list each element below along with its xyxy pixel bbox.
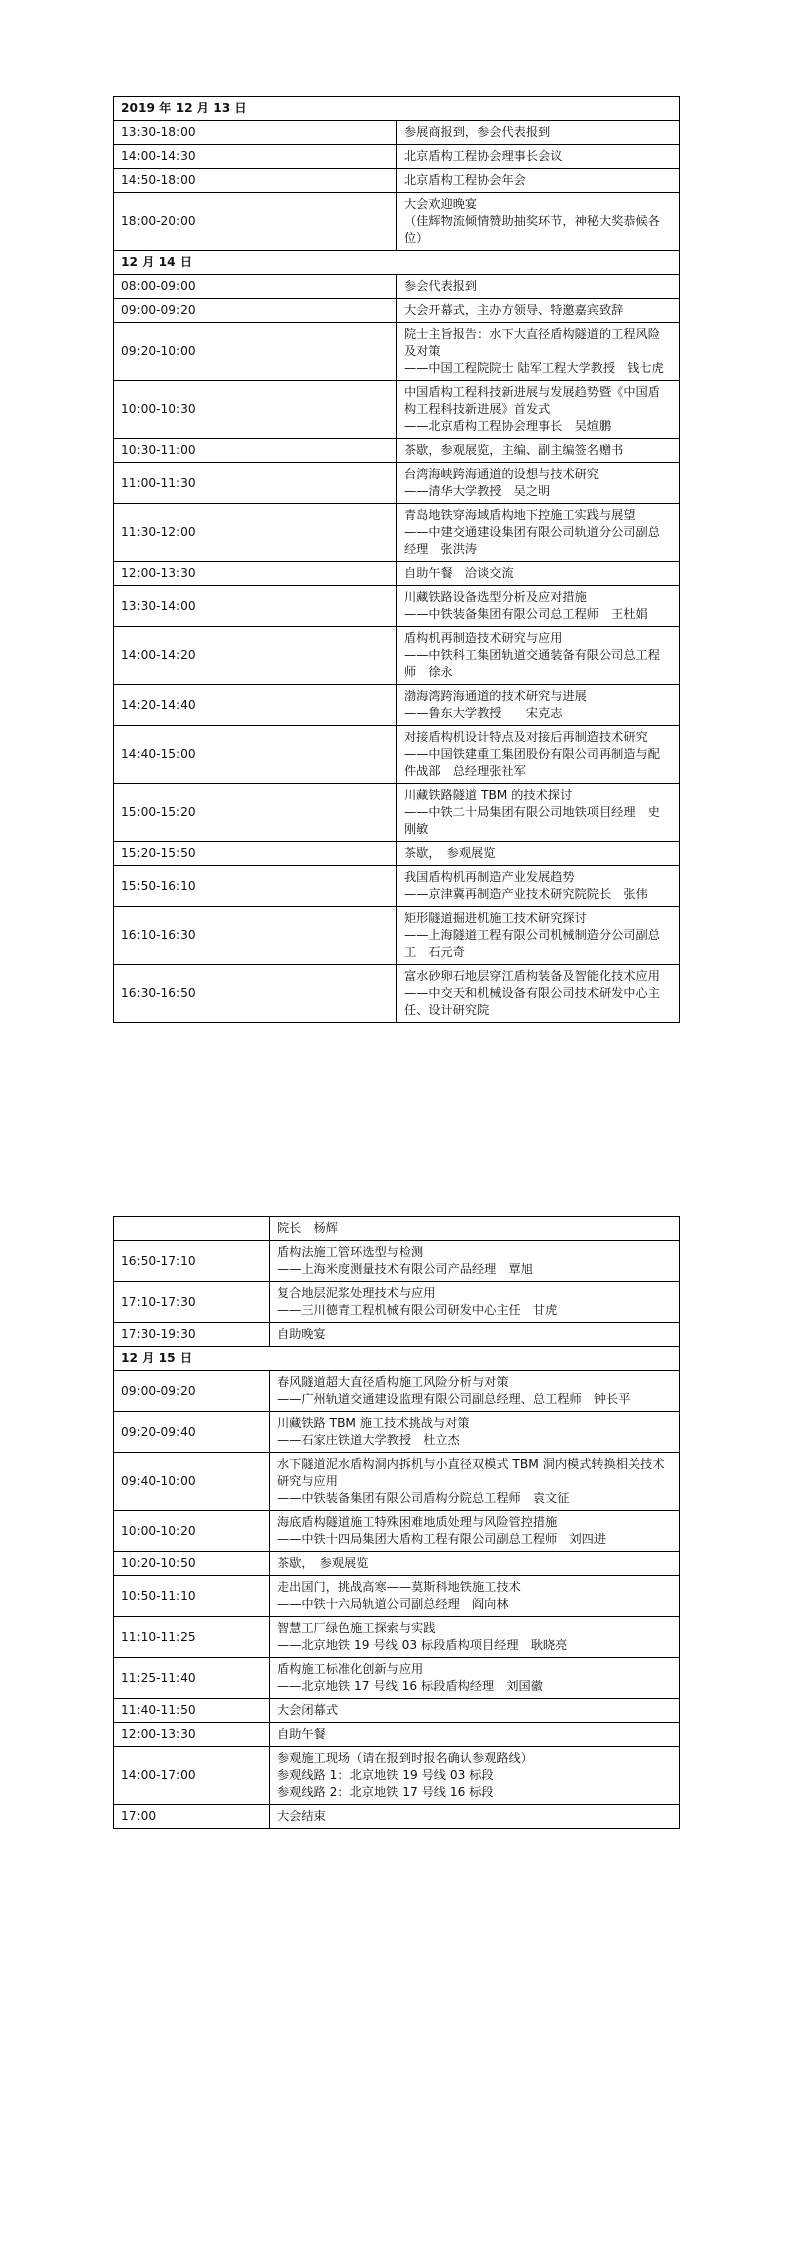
event-detail: ——北京盾构工程协会理事长 吴煊鹏 [404, 419, 612, 433]
event-title: 大会结束 [277, 1809, 326, 1823]
event-title: 盾构机再制造技术研究与应用 [404, 631, 563, 645]
schedule-row [114, 1511, 680, 1552]
time-cell: 13:30-14:00 [114, 586, 397, 627]
event-cell [270, 1576, 680, 1617]
schedule-row [114, 726, 680, 784]
schedule-row [114, 965, 680, 1023]
schedule-row [114, 463, 680, 504]
event-title: 川藏铁路 TBM 施工技术挑战与对策 [277, 1416, 470, 1430]
schedule-row [114, 627, 680, 685]
event-cell [397, 965, 680, 1023]
event-cell [270, 1511, 680, 1552]
event-detail: ——鲁东大学教授 宋克志 [404, 706, 563, 720]
time-cell: 09:20-10:00 [114, 323, 397, 381]
event-detail: ——中铁科工集团轨道交通装备有限公司总工程师 徐永 [404, 648, 660, 679]
event-title: 水下隧道泥水盾构洞内拆机与小直径双模式 TBM 洞内模式转换相关技术研究与应用 [277, 1457, 665, 1488]
schedule-row [114, 1217, 680, 1241]
event-cell [397, 145, 680, 169]
event-cell [270, 1617, 680, 1658]
time-cell: 17:00 [114, 1805, 270, 1829]
event-cell [270, 1217, 680, 1241]
schedule-row [114, 169, 680, 193]
event-detail: ——石家庄铁道大学教授 杜立杰 [277, 1433, 460, 1447]
event-cell [397, 562, 680, 586]
schedule-row [114, 1412, 680, 1453]
event-cell [270, 1552, 680, 1576]
event-title: 对接盾构机设计特点及对接后再制造技术研究 [404, 730, 648, 744]
schedule-row [114, 1747, 680, 1805]
time-cell: 09:40-10:00 [114, 1453, 270, 1511]
event-title: 北京盾构工程协会年会 [404, 173, 526, 187]
event-cell [270, 1282, 680, 1323]
event-title: 川藏铁路设备选型分析及应对措施 [404, 590, 587, 604]
time-cell: 12:00-13:30 [114, 562, 397, 586]
schedule-row [114, 1453, 680, 1511]
event-detail: 参观线路 1：北京地铁 19 号线 03 标段 [277, 1768, 494, 1782]
event-cell [270, 1453, 680, 1511]
schedule-row [114, 145, 680, 169]
day-header: 12 月 15 日 [114, 1347, 680, 1371]
event-title: 北京盾构工程协会理事长会议 [404, 149, 563, 163]
schedule-row [114, 323, 680, 381]
time-cell: 09:00-09:20 [114, 299, 397, 323]
event-detail: ——京津冀再制造产业技术研究院院长 张伟 [404, 887, 648, 901]
event-title: 我国盾构机再制造产业发展趋势 [404, 870, 575, 884]
event-detail: ——中铁十四局集团大盾构工程有限公司副总工程师 刘四进 [277, 1532, 607, 1546]
schedule-row [114, 1805, 680, 1829]
schedule-row [114, 784, 680, 842]
event-cell [397, 439, 680, 463]
day-header: 12 月 14 日 [114, 251, 680, 275]
event-detail: ——中国工程院院士 陆军工程大学教授 钱七虎 [404, 361, 664, 375]
event-title: 智慧工厂绿色施工探索与实践 [277, 1621, 436, 1635]
schedule-row [114, 504, 680, 562]
event-title: 茶歇，参观展览，主编、副主编签名赠书 [404, 443, 624, 457]
event-title: 盾构施工标准化创新与应用 [277, 1662, 424, 1676]
time-cell: 14:00-14:30 [114, 145, 397, 169]
event-detail: ——中国铁建重工集团股份有限公司再制造与配件战部 总经理张社军 [404, 747, 660, 778]
event-cell [397, 627, 680, 685]
schedule-row [114, 121, 680, 145]
schedule-row [114, 1723, 680, 1747]
time-cell: 15:50-16:10 [114, 866, 397, 907]
time-cell: 09:20-09:40 [114, 1412, 270, 1453]
event-title: 参展商报到，参会代表报到 [404, 125, 551, 139]
event-cell [397, 586, 680, 627]
time-cell: 16:30-16:50 [114, 965, 397, 1023]
time-cell [114, 1217, 270, 1241]
schedule-row [114, 439, 680, 463]
event-detail: ——中铁装备集团有限公司盾构分院总工程师 袁文征 [277, 1491, 570, 1505]
time-cell: 18:00-20:00 [114, 193, 397, 251]
event-detail: ——中铁十六局轨道公司副总经理 阎向林 [277, 1597, 509, 1611]
schedule-row [114, 1658, 680, 1699]
event-title: 川藏铁路隧道 TBM 的技术探讨 [404, 788, 573, 802]
time-cell: 10:00-10:20 [114, 1511, 270, 1552]
time-cell: 10:50-11:10 [114, 1576, 270, 1617]
event-detail: ——中铁装备集团有限公司总工程师 王杜娟 [404, 607, 648, 621]
schedule-row [114, 562, 680, 586]
event-detail: ——中铁二十局集团有限公司地铁项目经理 史刚敏 [404, 805, 660, 836]
event-title: 大会开幕式，主办方领导、特邀嘉宾致辞 [404, 303, 624, 317]
event-title: 走出国门，挑战高寒——莫斯科地铁施工技术 [277, 1580, 521, 1594]
schedule-row [114, 381, 680, 439]
schedule-row [114, 1371, 680, 1412]
event-detail: ——清华大学教授 吴之明 [404, 484, 551, 498]
event-detail: 参观线路 2：北京地铁 17 号线 16 标段 [277, 1785, 494, 1799]
schedule-row [114, 1241, 680, 1282]
event-title: 青岛地铁穿海域盾构地下控施工实践与展望 [404, 508, 636, 522]
schedule-row [114, 275, 680, 299]
event-title: 自助晚宴 [277, 1327, 326, 1341]
event-detail: ——广州轨道交通建设监理有限公司副总经理、总工程师 钟长平 [277, 1392, 631, 1406]
event-cell [397, 842, 680, 866]
time-cell: 11:40-11:50 [114, 1699, 270, 1723]
event-detail: ——上海隧道工程有限公司机械制造分公司副总工 石元奇 [404, 928, 660, 959]
event-title: 茶歇， 参观展览 [277, 1556, 369, 1570]
time-cell: 09:00-09:20 [114, 1371, 270, 1412]
schedule-row [114, 1323, 680, 1347]
time-cell: 11:30-12:00 [114, 504, 397, 562]
event-detail: ——中建交通建设集团有限公司轨道分公司副总经理 张洪涛 [404, 525, 660, 556]
event-title: 台湾海峡跨海通道的设想与技术研究 [404, 467, 599, 481]
time-cell: 10:30-11:00 [114, 439, 397, 463]
event-title: 茶歇， 参观展览 [404, 846, 496, 860]
schedule-row [114, 842, 680, 866]
time-cell: 17:30-19:30 [114, 1323, 270, 1347]
schedule-row [114, 1617, 680, 1658]
event-cell [397, 193, 680, 251]
time-cell: 11:10-11:25 [114, 1617, 270, 1658]
time-cell: 13:30-18:00 [114, 121, 397, 145]
event-title: 复合地层泥浆处理技术与应用 [277, 1286, 436, 1300]
event-cell [270, 1371, 680, 1412]
event-title: 春风隧道超大直径盾构施工风险分析与对策 [277, 1375, 509, 1389]
event-title: 富水砂卵石地层穿江盾构装备及智能化技术应用 [404, 969, 660, 983]
event-detail: ——北京地铁 19 号线 03 标段盾构项目经理 耿晓亮 [277, 1638, 568, 1652]
event-cell [270, 1723, 680, 1747]
schedule-row [114, 1699, 680, 1723]
event-title: 院士主旨报告：水下大直径盾构隧道的工程风险及对策 [404, 327, 660, 358]
event-cell [397, 685, 680, 726]
event-detail: （佳辉物流倾情赞助抽奖环节，神秘大奖恭候各位） [404, 214, 660, 245]
event-cell [397, 784, 680, 842]
time-cell: 15:00-15:20 [114, 784, 397, 842]
event-title: 矩形隧道掘进机施工技术研究探讨 [404, 911, 587, 925]
event-cell [397, 121, 680, 145]
event-title: 院长 杨辉 [277, 1221, 338, 1235]
schedule-row [114, 866, 680, 907]
schedule-table-page-2 [113, 1216, 680, 1829]
event-cell [397, 726, 680, 784]
event-title: 大会欢迎晚宴 [404, 197, 478, 211]
time-cell: 11:00-11:30 [114, 463, 397, 504]
event-cell [397, 504, 680, 562]
schedule-row [114, 1282, 680, 1323]
event-cell [270, 1412, 680, 1453]
event-cell [397, 299, 680, 323]
event-cell [270, 1805, 680, 1829]
day-header-row [114, 251, 680, 275]
event-title: 中国盾构工程科技新进展与发展趋势暨《中国盾构工程科技新进展》首发式 [404, 385, 660, 416]
time-cell: 14:00-17:00 [114, 1747, 270, 1805]
time-cell: 14:40-15:00 [114, 726, 397, 784]
event-detail: ——中交天和机械设备有限公司技术研发中心主任、设计研究院 [404, 986, 660, 1017]
event-cell [270, 1323, 680, 1347]
event-cell [397, 907, 680, 965]
time-cell: 17:10-17:30 [114, 1282, 270, 1323]
day-header-row [114, 1347, 680, 1371]
event-cell [270, 1658, 680, 1699]
schedule-table-page-1 [113, 96, 680, 1023]
schedule-row [114, 1576, 680, 1617]
schedule-row [114, 586, 680, 627]
event-detail: ——北京地铁 17 号线 16 标段盾构经理 刘国徽 [277, 1679, 543, 1693]
time-cell: 10:20-10:50 [114, 1552, 270, 1576]
event-detail: ——三川德青工程机械有限公司研发中心主任 甘虎 [277, 1303, 558, 1317]
event-cell [397, 169, 680, 193]
schedule-row [114, 907, 680, 965]
time-cell: 14:20-14:40 [114, 685, 397, 726]
event-title: 盾构法施工管环选型与检测 [277, 1245, 424, 1259]
schedule-row [114, 685, 680, 726]
time-cell: 14:50-18:00 [114, 169, 397, 193]
event-cell [397, 463, 680, 504]
time-cell: 12:00-13:30 [114, 1723, 270, 1747]
time-cell: 16:50-17:10 [114, 1241, 270, 1282]
event-detail: ——上海米度测量技术有限公司产品经理 覃旭 [277, 1262, 533, 1276]
event-title: 大会闭幕式 [277, 1703, 338, 1717]
time-cell: 08:00-09:00 [114, 275, 397, 299]
day-header-row [114, 97, 680, 121]
event-cell [270, 1699, 680, 1723]
event-cell [270, 1747, 680, 1805]
event-cell [397, 275, 680, 299]
day-header: 2019 年 12 月 13 日 [114, 97, 680, 121]
time-cell: 14:00-14:20 [114, 627, 397, 685]
time-cell: 16:10-16:30 [114, 907, 397, 965]
event-title: 自助午餐 洽谈交流 [404, 566, 514, 580]
time-cell: 15:20-15:50 [114, 842, 397, 866]
event-cell [270, 1241, 680, 1282]
event-title: 参观施工现场（请在报到时报名确认参观路线） [277, 1751, 533, 1765]
schedule-row [114, 193, 680, 251]
event-title: 自助午餐 [277, 1727, 326, 1741]
event-title: 参会代表报到 [404, 279, 478, 293]
event-title: 渤海湾跨海通道的技术研究与进展 [404, 689, 587, 703]
event-title: 海底盾构隧道施工特殊困难地质处理与风险管控措施 [277, 1515, 558, 1529]
schedule-row [114, 1552, 680, 1576]
time-cell: 10:00-10:30 [114, 381, 397, 439]
time-cell: 11:25-11:40 [114, 1658, 270, 1699]
event-cell [397, 381, 680, 439]
schedule-row [114, 299, 680, 323]
event-cell [397, 866, 680, 907]
event-cell [397, 323, 680, 381]
